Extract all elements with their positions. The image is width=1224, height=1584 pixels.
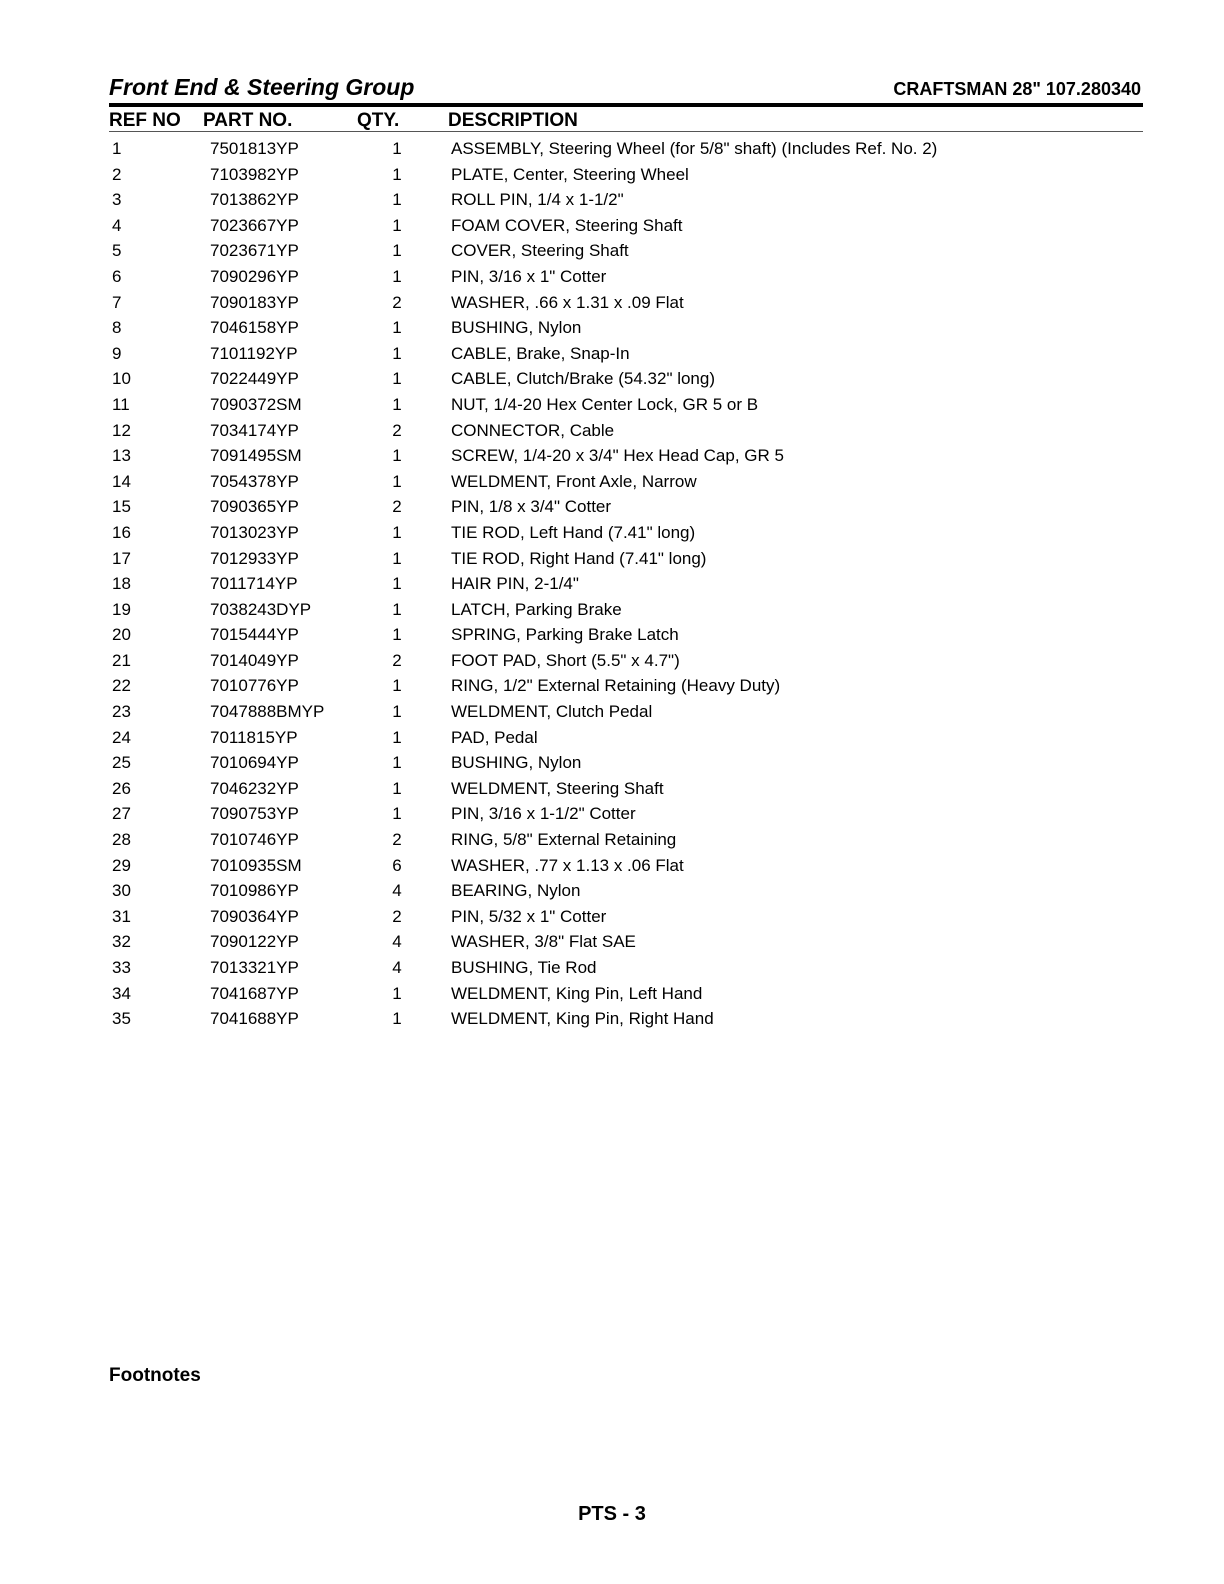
model-number: CRAFTSMAN 28" 107.280340 xyxy=(893,79,1141,99)
qty-cell: 1 xyxy=(392,394,402,414)
ref-no-cell: 15 xyxy=(112,497,131,517)
table-row xyxy=(0,418,1224,444)
qty-cell: 2 xyxy=(392,292,402,312)
column-header-ref-no: REF NO xyxy=(109,110,181,131)
qty-cell: 1 xyxy=(392,164,402,184)
part-no-cell: 7023671YP xyxy=(210,241,299,261)
description-cell: PAD, Pedal xyxy=(451,727,538,747)
part-no-cell: 7022449YP xyxy=(210,369,299,389)
description-cell: ASSEMBLY, Steering Wheel (for 5/8" shaft) (Includes Ref. No. 2) xyxy=(451,139,938,158)
ref-no-cell: 8 xyxy=(112,318,122,338)
column-header-divider xyxy=(109,131,1143,132)
description-cell: BUSHING, Nylon xyxy=(451,318,582,338)
ref-no-cell: 29 xyxy=(112,855,131,875)
qty-cell: 1 xyxy=(392,702,402,722)
table-row xyxy=(0,366,1224,392)
part-no-cell: 7014049YP xyxy=(210,650,299,670)
qty-cell: 1 xyxy=(392,727,402,747)
description-cell: SCREW, 1/4-20 x 3/4" Hex Head Cap, GR 5 xyxy=(451,446,784,466)
table-row xyxy=(0,648,1224,674)
ref-no-cell: 2 xyxy=(112,164,122,184)
part-no-cell: 7090183YP xyxy=(210,292,299,312)
ref-no-cell: 23 xyxy=(112,702,131,722)
ref-no-cell: 26 xyxy=(112,778,131,798)
qty-cell: 1 xyxy=(392,676,402,696)
part-no-cell: 7013862YP xyxy=(210,190,299,210)
table-row xyxy=(0,1006,1224,1032)
ref-no-cell: 33 xyxy=(112,958,131,977)
description-cell: WELDMENT, Clutch Pedal xyxy=(451,702,653,722)
qty-cell: 1 xyxy=(392,318,402,338)
column-header-qty: QTY. xyxy=(357,110,400,131)
ref-no-cell: 22 xyxy=(112,676,131,696)
ref-no-cell: 7 xyxy=(112,292,122,312)
description-cell: CABLE, Clutch/Brake (54.32" long) xyxy=(451,369,715,389)
parts-table xyxy=(0,136,1224,1032)
table-row xyxy=(0,392,1224,418)
table-row xyxy=(0,878,1224,904)
table-row xyxy=(0,904,1224,930)
part-no-cell: 7054378YP xyxy=(210,471,299,491)
table-row xyxy=(0,750,1224,776)
description-cell: RING, 5/8" External Retaining xyxy=(451,830,677,850)
table-row xyxy=(0,673,1224,699)
description-cell: PIN, 1/8 x 3/4" Cotter xyxy=(451,497,612,517)
table-row xyxy=(0,187,1224,213)
description-cell: TIE ROD, Left Hand (7.41" long) xyxy=(451,522,696,542)
ref-no-cell: 14 xyxy=(112,471,131,491)
qty-cell: 1 xyxy=(392,574,402,594)
qty-cell: 1 xyxy=(392,804,402,824)
ref-no-cell: 35 xyxy=(112,1009,131,1029)
ref-no-cell: 25 xyxy=(112,753,131,773)
table-row xyxy=(0,469,1224,495)
ref-no-cell: 28 xyxy=(112,830,131,850)
table-row xyxy=(0,955,1224,981)
description-cell: WASHER, .77 x 1.13 x .06 Flat xyxy=(451,855,684,875)
ref-no-cell: 12 xyxy=(112,420,131,440)
description-cell: WELDMENT, King Pin, Right Hand xyxy=(451,1009,714,1029)
description-cell: PIN, 3/16 x 1" Cotter xyxy=(451,266,607,286)
table-row xyxy=(0,238,1224,264)
ref-no-cell: 27 xyxy=(112,804,131,824)
part-no-cell: 7090365YP xyxy=(210,497,299,517)
ref-no-cell: 16 xyxy=(112,522,131,542)
table-row xyxy=(0,622,1224,648)
description-cell: TIE ROD, Right Hand (7.41" long) xyxy=(451,548,707,568)
part-no-cell: 7015444YP xyxy=(210,625,299,645)
table-row xyxy=(0,853,1224,879)
qty-cell: 2 xyxy=(392,420,402,440)
qty-cell: 1 xyxy=(392,241,402,261)
description-cell: HAIR PIN, 2-1/4" xyxy=(451,574,579,594)
table-row xyxy=(0,494,1224,520)
ref-no-cell: 10 xyxy=(112,369,131,389)
qty-cell: 2 xyxy=(392,650,402,670)
part-no-cell: 7090122YP xyxy=(210,932,299,952)
ref-no-cell: 21 xyxy=(112,650,131,670)
part-no-cell: 7034174YP xyxy=(210,420,299,440)
qty-cell: 1 xyxy=(392,548,402,568)
part-no-cell: 7041687YP xyxy=(210,983,299,1003)
part-no-cell: 7090364YP xyxy=(210,906,299,926)
description-cell: WELDMENT, Front Axle, Narrow xyxy=(451,471,697,491)
description-cell: NUT, 1/4-20 Hex Center Lock, GR 5 or B xyxy=(451,394,759,414)
qty-cell: 1 xyxy=(392,139,402,158)
part-no-cell: 7013023YP xyxy=(210,522,299,542)
qty-cell: 6 xyxy=(392,855,402,875)
part-no-cell: 7501813YP xyxy=(210,139,299,158)
qty-cell: 2 xyxy=(392,906,402,926)
qty-cell: 2 xyxy=(392,497,402,517)
part-no-cell: 7013321YP xyxy=(210,958,299,977)
table-row xyxy=(0,290,1224,316)
part-no-cell: 7011714YP xyxy=(210,574,298,594)
table-row xyxy=(0,827,1224,853)
description-cell: FOAM COVER, Steering Shaft xyxy=(451,215,683,235)
qty-cell: 4 xyxy=(392,958,402,977)
part-no-cell: 7038243DYP xyxy=(210,599,312,619)
ref-no-cell: 9 xyxy=(112,343,122,363)
table-row xyxy=(0,929,1224,955)
table-row xyxy=(0,213,1224,239)
description-cell: LATCH, Parking Brake xyxy=(451,599,622,619)
table-row xyxy=(0,981,1224,1007)
qty-cell: 1 xyxy=(392,446,402,466)
table-row xyxy=(0,776,1224,802)
ref-no-cell: 1 xyxy=(112,139,122,158)
part-no-cell: 7010986YP xyxy=(210,881,299,901)
qty-cell: 1 xyxy=(392,471,402,491)
ref-no-cell: 32 xyxy=(112,932,131,952)
column-header-description: DESCRIPTION xyxy=(448,110,578,131)
table-row xyxy=(0,264,1224,290)
ref-no-cell: 6 xyxy=(112,266,122,286)
description-cell: BUSHING, Tie Rod xyxy=(451,958,597,977)
table-row xyxy=(0,725,1224,751)
qty-cell: 1 xyxy=(392,369,402,389)
table-row xyxy=(0,699,1224,725)
header-divider xyxy=(109,103,1143,107)
qty-cell: 1 xyxy=(392,625,402,645)
ref-no-cell: 19 xyxy=(112,599,131,619)
qty-cell: 2 xyxy=(392,830,402,850)
table-row xyxy=(0,801,1224,827)
table-row xyxy=(0,443,1224,469)
qty-cell: 1 xyxy=(392,599,402,619)
qty-cell: 1 xyxy=(392,753,402,773)
part-no-cell: 7090372SM xyxy=(210,394,302,414)
qty-cell: 1 xyxy=(392,522,402,542)
part-no-cell: 7046158YP xyxy=(210,318,299,338)
table-row xyxy=(0,341,1224,367)
description-cell: WASHER, 3/8" Flat SAE xyxy=(451,932,636,952)
part-no-cell: 7010694YP xyxy=(210,753,299,773)
description-cell: CABLE, Brake, Snap-In xyxy=(451,343,630,363)
description-cell: COVER, Steering Shaft xyxy=(451,241,629,261)
part-no-cell: 7010776YP xyxy=(210,676,299,696)
description-cell: RING, 1/2" External Retaining (Heavy Duty) xyxy=(451,676,781,696)
table-row xyxy=(0,520,1224,546)
description-cell: BUSHING, Nylon xyxy=(451,753,582,773)
table-row xyxy=(0,315,1224,341)
ref-no-cell: 31 xyxy=(112,906,131,926)
table-row xyxy=(0,546,1224,572)
description-cell: PIN, 5/32 x 1" Cotter xyxy=(451,906,607,926)
qty-cell: 1 xyxy=(392,983,402,1003)
ref-no-cell: 11 xyxy=(112,394,130,414)
ref-no-cell: 34 xyxy=(112,983,131,1003)
part-no-cell: 7010746YP xyxy=(210,830,299,850)
ref-no-cell: 24 xyxy=(112,727,131,747)
page-number: PTS - 3 xyxy=(578,1503,646,1525)
part-no-cell: 7047888BMYP xyxy=(210,702,325,722)
table-row xyxy=(0,597,1224,623)
qty-cell: 4 xyxy=(392,932,402,952)
description-cell: PLATE, Center, Steering Wheel xyxy=(451,164,689,184)
ref-no-cell: 13 xyxy=(112,446,131,466)
part-no-cell: 7011815YP xyxy=(210,727,298,747)
qty-cell: 1 xyxy=(392,190,402,210)
description-cell: CONNECTOR, Cable xyxy=(451,420,615,440)
table-row xyxy=(0,136,1224,162)
part-no-cell: 7012933YP xyxy=(210,548,299,568)
description-cell: BEARING, Nylon xyxy=(451,881,581,901)
ref-no-cell: 5 xyxy=(112,241,122,261)
qty-cell: 1 xyxy=(392,1009,402,1029)
table-row xyxy=(0,162,1224,188)
description-cell: WASHER, .66 x 1.31 x .09 Flat xyxy=(451,292,684,312)
column-header-part-no: PART NO. xyxy=(203,110,293,131)
page-title: Front End & Steering Group xyxy=(109,74,415,100)
description-cell: PIN, 3/16 x 1-1/2" Cotter xyxy=(451,804,636,824)
qty-cell: 1 xyxy=(392,778,402,798)
part-no-cell: 7103982YP xyxy=(210,164,299,184)
part-no-cell: 7101192YP xyxy=(210,343,298,363)
ref-no-cell: 17 xyxy=(112,548,131,568)
part-no-cell: 7023667YP xyxy=(210,215,299,235)
ref-no-cell: 4 xyxy=(112,215,122,235)
ref-no-cell: 20 xyxy=(112,625,131,645)
part-no-cell: 7091495SM xyxy=(210,446,302,466)
part-no-cell: 7046232YP xyxy=(210,778,299,798)
ref-no-cell: 18 xyxy=(112,574,131,594)
ref-no-cell: 30 xyxy=(112,881,131,901)
description-cell: WELDMENT, King Pin, Left Hand xyxy=(451,983,703,1003)
description-cell: ROLL PIN, 1/4 x 1-1/2" xyxy=(451,190,624,210)
page-header xyxy=(109,72,1143,106)
part-no-cell: 7010935SM xyxy=(210,855,302,875)
description-cell: SPRING, Parking Brake Latch xyxy=(451,625,679,645)
qty-cell: 1 xyxy=(392,215,402,235)
table-row xyxy=(0,571,1224,597)
qty-cell: 4 xyxy=(392,881,402,901)
part-no-cell: 7090296YP xyxy=(210,266,299,286)
description-cell: WELDMENT, Steering Shaft xyxy=(451,778,664,798)
qty-cell: 1 xyxy=(392,266,402,286)
footnotes-heading: Footnotes xyxy=(109,1365,201,1386)
ref-no-cell: 3 xyxy=(112,190,122,210)
part-no-cell: 7041688YP xyxy=(210,1009,299,1029)
description-cell: FOOT PAD, Short (5.5" x 4.7") xyxy=(451,650,680,670)
part-no-cell: 7090753YP xyxy=(210,804,299,824)
qty-cell: 1 xyxy=(392,343,402,363)
